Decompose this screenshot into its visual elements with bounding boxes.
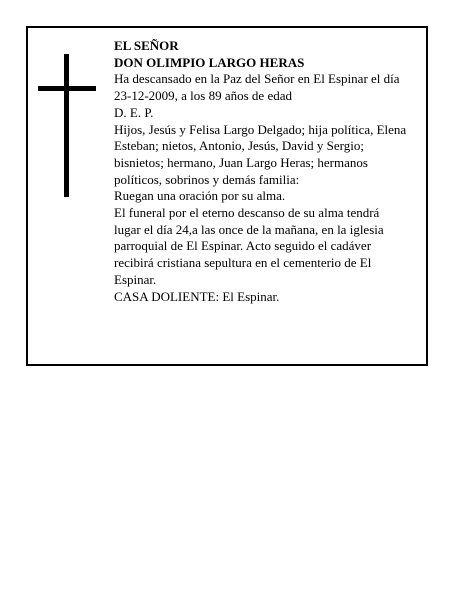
- family-list: Hijos, Jesús y Felisa Largo Delgado; hija política, Elena Esteban; nietos, Antonio, Jesús, David y Sergio; bisnietos; hermano, Juan Largo Heras; hermanos políticos, sobrinos y demás familia:: [114, 121, 407, 187]
- casa-doliente: CASA DOLIENTE: El Espinar.: [114, 288, 280, 304]
- cross-vertical-bar: [64, 54, 69, 197]
- deceased-name: DON OLIMPIO LARGO HERAS: [114, 54, 305, 70]
- death-announcement: Ha descansado en la Paz del Señor en El Espinar el día 23-12-2009, a los 89 años de edad: [114, 71, 400, 104]
- title-honorific: EL SEÑOR: [114, 38, 179, 53]
- rest-in-peace: D. E. P.: [114, 104, 154, 120]
- funeral-details: El funeral por el eterno descanso de su alma tendrá lugar el día 24,a las once de la mañana, en la iglesia parroquial de El Espinar. Acto seguido el cadáver recibirá cristiana sepultura en el cementerio de El Espinar.: [114, 205, 384, 287]
- obituary-text: [114, 38, 424, 305]
- prayer-request: Ruegan una oración por su alma.: [114, 188, 286, 204]
- latin-cross-icon: [38, 54, 96, 197]
- cross-horizontal-bar: [38, 86, 96, 91]
